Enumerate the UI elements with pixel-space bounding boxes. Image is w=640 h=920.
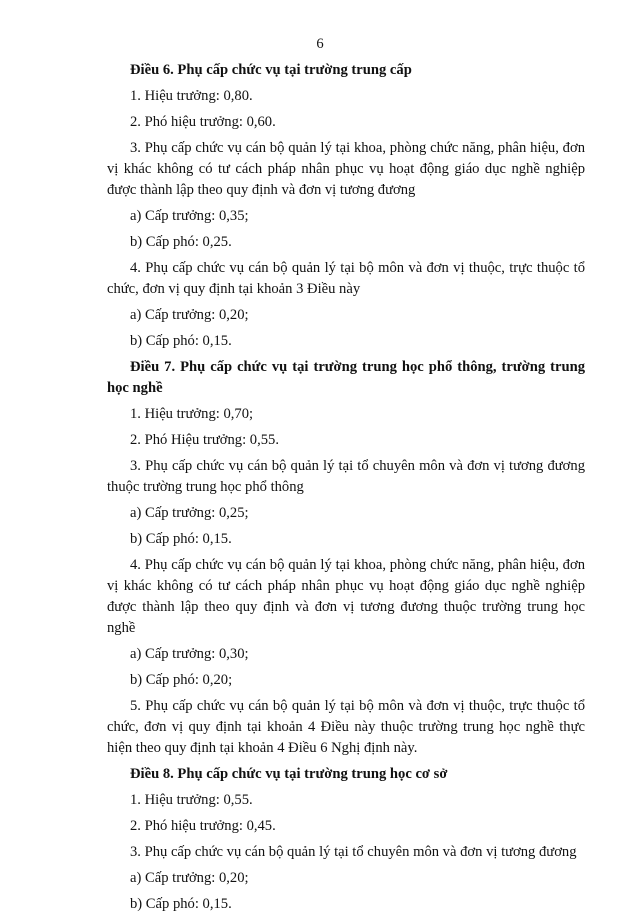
- paragraph: 1. Hiệu trưởng: 0,55.: [130, 792, 253, 808]
- article-heading: Điều 7. Phụ cấp chức vụ tại trường trung học phổ thông, trường trung học nghề: [107, 359, 585, 396]
- paragraph: 5. Phụ cấp chức vụ cán bộ quản lý tại bộ môn và đơn vị thuộc, trực thuộc tổ chức, đơn vị quy định tại khoản 4 Điều này thuộc trường trung học nghề thực hiện theo quy định tại khoản 4 Điều 6 Nghị định này.: [107, 698, 585, 756]
- page-number: 6: [316, 36, 324, 52]
- article-heading: Điều 6. Phụ cấp chức vụ tại trường trung cấp: [130, 62, 412, 78]
- paragraph: b) Cấp phó: 0,15.: [130, 531, 232, 547]
- paragraph: a) Cấp trưởng: 0,20;: [130, 307, 249, 323]
- paragraph: 4. Phụ cấp chức vụ cán bộ quản lý tại khoa, phòng chức năng, phân hiệu, đơn vị khác không có tư cách pháp nhân phục vụ hoạt động giáo dục nghề nghiệp được thành lập theo quy định và đơn vị tương đương thuộc trường trung học nghề: [107, 557, 585, 636]
- paragraph: b) Cấp phó: 0,25.: [130, 234, 232, 250]
- paragraph: b) Cấp phó: 0,20;: [130, 672, 233, 688]
- paragraph: 3. Phụ cấp chức vụ cán bộ quản lý tại tổ chuyên môn và đơn vị tương đương: [130, 844, 577, 860]
- paragraph: b) Cấp phó: 0,15.: [130, 333, 232, 349]
- paragraph: 3. Phụ cấp chức vụ cán bộ quản lý tại tổ chuyên môn và đơn vị tương đương thuộc trường trung học phổ thông: [107, 458, 585, 495]
- paragraph: 2. Phó hiệu trưởng: 0,60.: [130, 114, 276, 130]
- article-heading: Điều 8. Phụ cấp chức vụ tại trường trung học cơ sở: [130, 766, 448, 782]
- paragraph: a) Cấp trưởng: 0,30;: [130, 646, 249, 662]
- paragraph: 4. Phụ cấp chức vụ cán bộ quản lý tại bộ môn và đơn vị thuộc, trực thuộc tổ chức, đơn vị quy định tại khoản 3 Điều này: [107, 260, 585, 297]
- paragraph: 1. Hiệu trưởng: 0,80.: [130, 88, 253, 104]
- paragraph: b) Cấp phó: 0,15.: [130, 896, 232, 912]
- paragraph: 3. Phụ cấp chức vụ cán bộ quản lý tại khoa, phòng chức năng, phân hiệu, đơn vị khác không có tư cách pháp nhân phục vụ hoạt động giáo dục nghề nghiệp được thành lập theo quy định và đơn vị tương đương: [107, 140, 585, 198]
- document-body: [107, 60, 585, 920]
- paragraph: 2. Phó Hiệu trưởng: 0,55.: [130, 432, 279, 448]
- paragraph: a) Cấp trưởng: 0,20;: [130, 870, 249, 886]
- paragraph: 1. Hiệu trưởng: 0,70;: [130, 406, 254, 422]
- paragraph: a) Cấp trưởng: 0,35;: [130, 208, 249, 224]
- paragraph: a) Cấp trưởng: 0,25;: [130, 505, 249, 521]
- paragraph: 2. Phó hiệu trưởng: 0,45.: [130, 818, 276, 834]
